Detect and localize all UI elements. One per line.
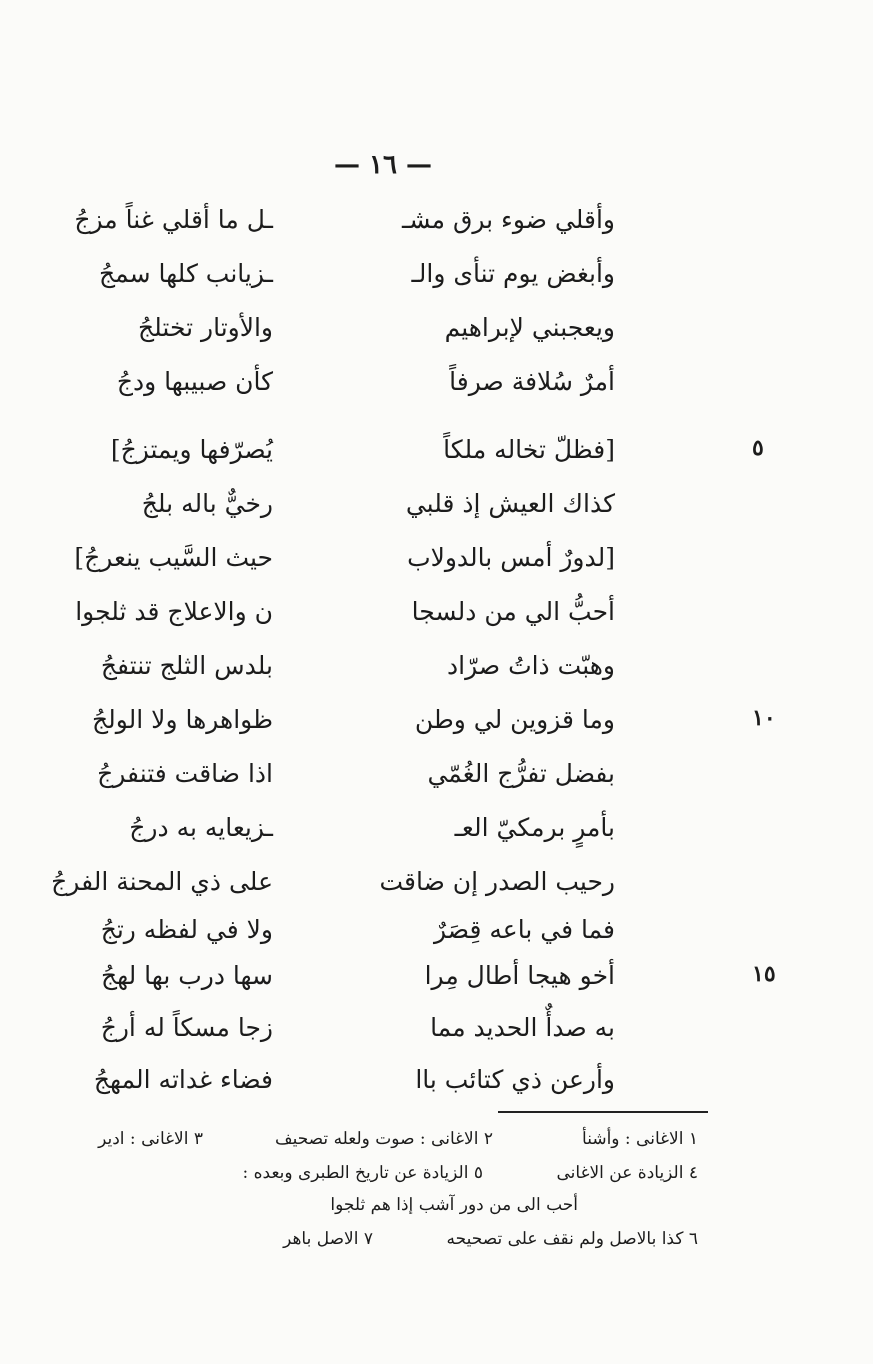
footnote-rule — [498, 1111, 708, 1113]
verse — [0, 705, 873, 755]
hemistich-first: أخو هيجا أطال مِرا — [424, 961, 615, 990]
hemistich-second: والأوتار تختلجُ — [138, 313, 273, 342]
footnote: ٦ كذا بالاصل ولم نقف على تصحيحه — [446, 1229, 698, 1249]
hemistich-second: ـزيانب كلها سمجُ — [99, 259, 273, 288]
hemistich-first: وأقلي ضوء برق مشـ — [402, 205, 615, 234]
footnote: ٣ الاغانى : ادير — [98, 1129, 203, 1149]
verse — [0, 867, 873, 917]
hemistich-first: كذاك العيش إذ قلبي — [405, 489, 615, 518]
verse — [0, 759, 873, 809]
hemistich-first: [لدورٌ أمس بالدولاب — [407, 543, 615, 572]
hemistich-first: وما قزوين لي وطن — [414, 705, 615, 734]
hemistich-second: بلدس الثلج تنتفجُ — [100, 651, 273, 680]
footnote: ٥ الزيادة عن تاريخ الطبرى وبعده : — [242, 1163, 483, 1183]
hemistich-second: يُصرّفها ويمتزجُ] — [110, 435, 273, 464]
hemistich-second: زجا مسكاً له أرجُ — [100, 1013, 273, 1042]
hemistich-second: على ذي المحنة الفرجُ — [51, 867, 273, 896]
hemistich-second: ـزيعايه به درجُ — [129, 813, 273, 842]
hemistich-second: ولا في لفظه رتجُ — [100, 915, 273, 944]
footnote: ١ الاغانى : وأشنأ — [582, 1129, 698, 1149]
hemistich-second: رخيٌّ باله بلجُ — [141, 489, 273, 518]
hemistich-first: وهبّت ذاتُ صرّاد — [447, 651, 615, 680]
hemistich-first: وأرعن ذي كتائب باا — [415, 1065, 615, 1094]
hemistich-first: فما في باعه قِصَرٌ — [434, 915, 615, 944]
line-number: ١٥ — [752, 961, 776, 987]
hemistich-second: ظواهرها ولا الولجُ — [92, 705, 273, 734]
footnote: ٤ الزيادة عن الاغانى — [556, 1163, 698, 1183]
hemistich-first: رحيب الصدر إن ضاقت — [379, 867, 615, 896]
verse — [0, 813, 873, 863]
verse — [0, 313, 873, 363]
hemistich-second: فضاء غداته المهجُ — [93, 1065, 273, 1094]
footnote: أحب الى من دور آشب إذا هم ثلجوا — [330, 1195, 578, 1215]
page-number: — ١٦ — — [333, 150, 433, 180]
verse — [0, 1013, 873, 1063]
hemistich-second: سها درب بها لهجُ — [100, 961, 273, 990]
hemistich-second: كأن صبيبها ودجُ — [116, 367, 273, 396]
line-number: ١٠ — [752, 705, 776, 731]
verse — [0, 205, 873, 255]
verse — [0, 1065, 873, 1115]
hemistich-second: ن والاعلاج قد ثلجوا — [75, 597, 273, 626]
hemistich-second: حيث السَّيب ينعرجُ] — [74, 543, 273, 572]
verse — [0, 915, 873, 965]
hemistich-first: ويعجبني لإبراهيم — [444, 313, 615, 342]
hemistich-first: أحبُّ الي من دلسجا — [411, 597, 615, 626]
verse — [0, 435, 873, 485]
verse — [0, 651, 873, 701]
hemistich-first: [فظلّ تخاله ملكاً — [443, 435, 615, 464]
verse — [0, 367, 873, 417]
verse — [0, 543, 873, 593]
hemistich-first: به صدأٌ الحديد مما — [430, 1013, 615, 1042]
hemistich-first: وأبغض يوم تنأى والـ — [411, 259, 615, 288]
hemistich-second: ـل ما أقلي غناً مزجُ — [74, 205, 273, 234]
hemistich-second: اذا ضاقت فتنفرجُ — [97, 759, 273, 788]
footnote: ٧ الاصل باهر — [283, 1229, 373, 1249]
hemistich-first: بأمرٍ برمكيّ العـ — [454, 813, 615, 842]
verse — [0, 489, 873, 539]
hemistich-first: بفضل تفرُّج الغُمّي — [427, 759, 615, 788]
line-number: ٥ — [752, 435, 764, 461]
verse — [0, 597, 873, 647]
verse — [0, 961, 873, 1011]
hemistich-first: أمرٌ سُلافة صرفاً — [449, 367, 615, 396]
verse — [0, 259, 873, 309]
footnote: ٢ الاغانى : صوت ولعله تصحيف — [274, 1129, 493, 1149]
